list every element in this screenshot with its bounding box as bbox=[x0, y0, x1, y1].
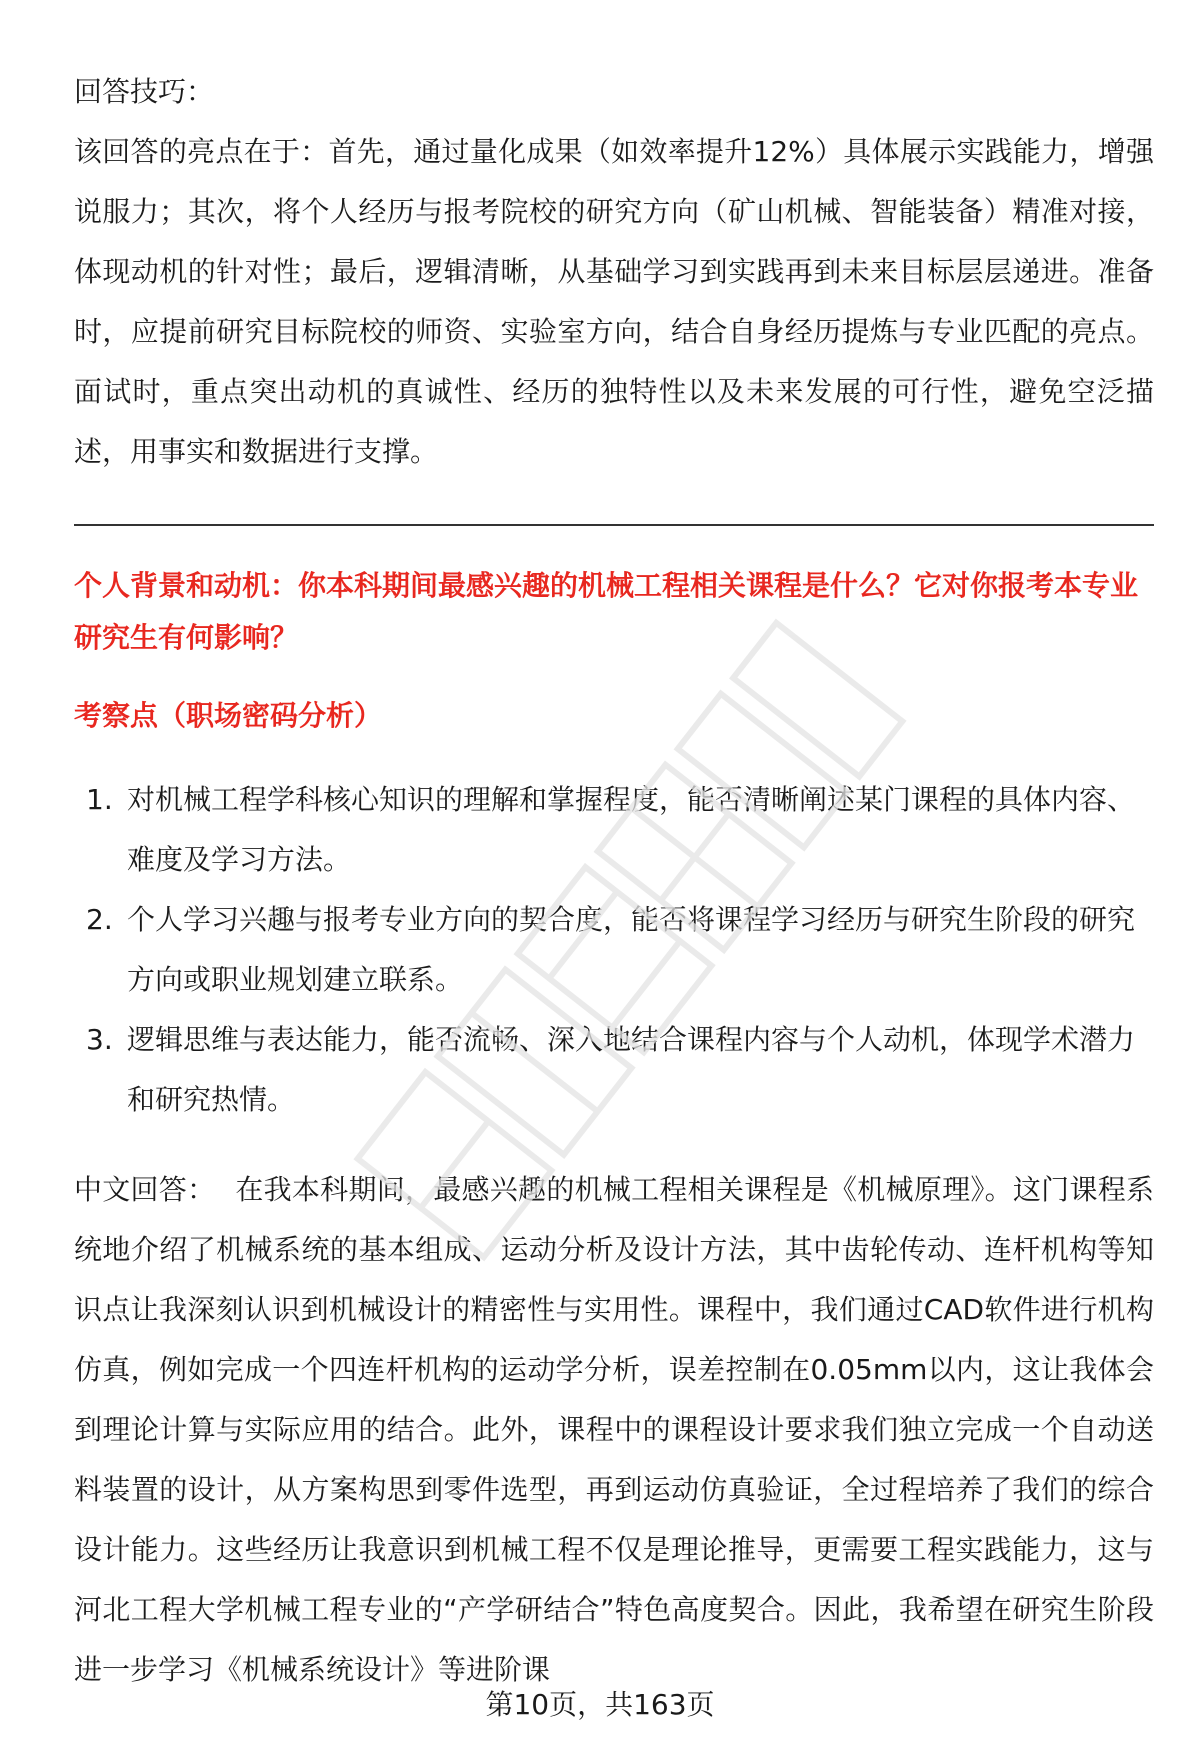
tip-label: 回答技巧： bbox=[74, 75, 215, 108]
list-item-text: 逻辑思维与表达能力，能否流畅、深入地结合课程内容与个人动机，体现学术潜力和研究热情。 bbox=[127, 1023, 1136, 1116]
section-divider bbox=[74, 524, 1154, 526]
answer-text: 在我本科期间，最感兴趣的机械工程相关课程是《机械原理》。这门课程系统地介绍了机械系统的基本组成、运动分析及设计方法，其中齿轮传动、连杆机构等知识点让我深刻认识到机械设计的精密性与实用性。课程中，我们通过CAD软件进行机构仿真，例如完成一个四连杆机构的运动学分析，误差控制在0.05mm以内，这让我体会到理论计算与实际应用的结合。此外，课程中的课程设计要求我们独立完成一个自动送料装置的设计，从方案构思到零件选型，再到运动仿真验证，全过程培养了我们的综合设计能力。这些经历让我意识到机械工程不仅是理论推导，更需要工程实践能力，这与河北工程大学机械工程专业的“产学研结合”特色高度契合。因此，我希望在研究生阶段进一步学习《机械系统设计》等进阶课 bbox=[74, 1173, 1154, 1686]
assessment-points-list bbox=[74, 770, 1154, 1130]
list-item-number: 1. bbox=[86, 783, 113, 816]
question-heading: 个人背景和动机：你本科期间最感兴趣的机械工程相关课程是什么？它对你报考本专业研究生有何影响？ bbox=[74, 569, 1139, 654]
answer-paragraph bbox=[74, 1160, 1154, 1700]
assessment-points-title: 考察点（职场密码分析） bbox=[74, 699, 383, 732]
list-item-number: 2. bbox=[86, 903, 113, 936]
list-item bbox=[74, 770, 1154, 890]
tip-paragraph: 该回答的亮点在于：首先，通过量化成果（如效率提升12%）具体展示实践能力，增强说服力；其次，将个人经历与报考院校的研究方向（矿山机械、智能装备）精准对接，体现动机的针对性；最后，逻辑清晰，从基础学习到实践再到未来目标层层递进。准备时，应提前研究目标院校的师资、实验室方向，结合自身经历提炼与专业匹配的亮点。面试时，重点突出动机的真诚性、经历的独特性以及未来发展的可行性，避免空泛描述，用事实和数据进行支撑。 bbox=[74, 135, 1154, 468]
page-number-footer: 第10页，共163页 bbox=[485, 1688, 715, 1721]
list-item-text: 个人学习兴趣与报考专业方向的契合度，能否将课程学习经历与研究生阶段的研究方向或职业规划建立联系。 bbox=[127, 903, 1136, 996]
list-item-number: 3. bbox=[86, 1023, 113, 1056]
list-item bbox=[74, 1010, 1154, 1130]
list-item bbox=[74, 890, 1154, 1010]
answer-label: 中文回答： bbox=[74, 1173, 216, 1206]
document-page bbox=[74, 62, 1154, 1700]
list-item-text: 对机械工程学科核心知识的理解和掌握程度，能否清晰阐述某门课程的具体内容、难度及学习方法。 bbox=[127, 783, 1136, 876]
